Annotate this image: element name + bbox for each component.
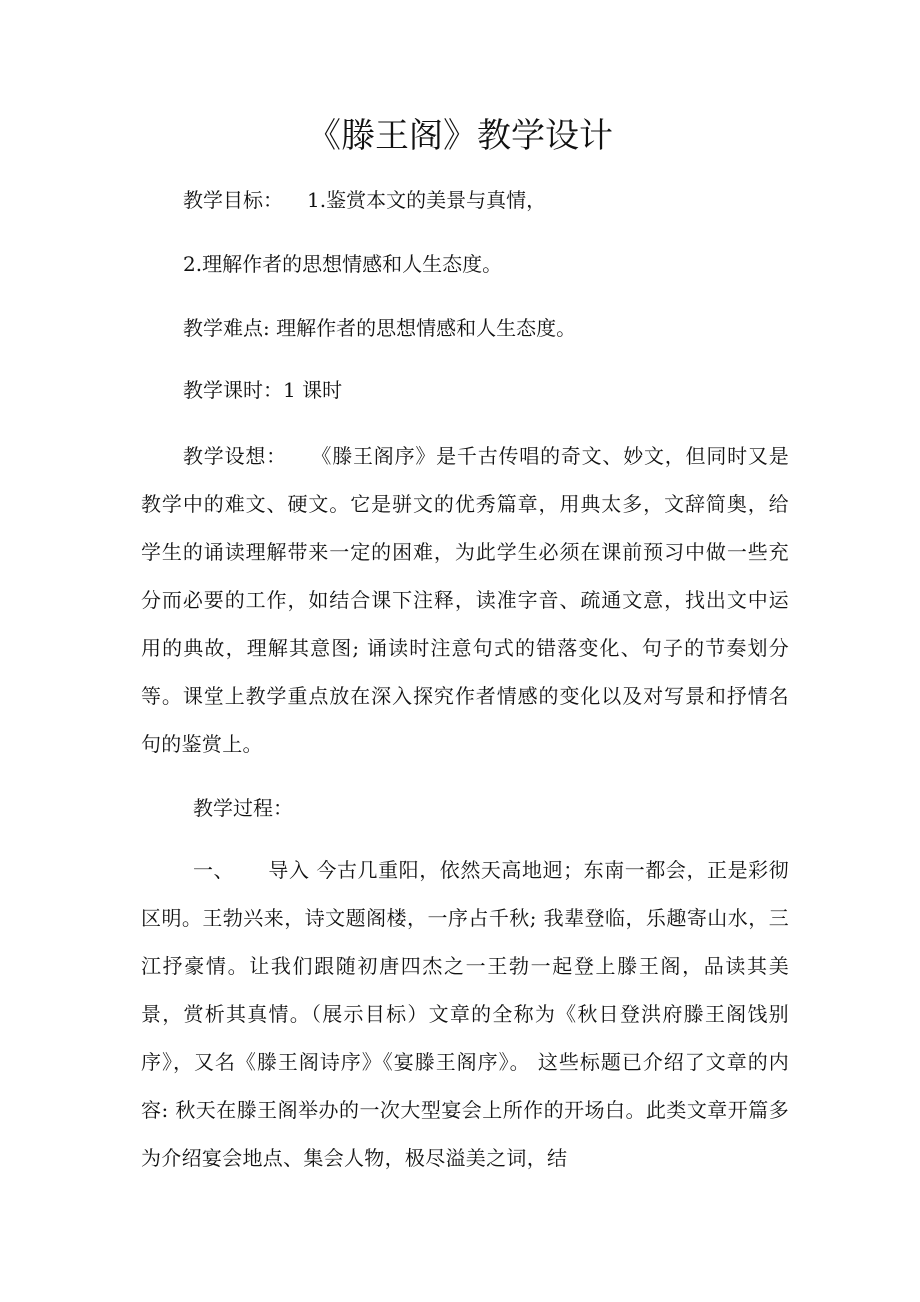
section-1-text: 今古几重阳，依然天高地迥；东南一都会，正是彩彻区明。王勃兴来，诗文题阁楼，一序占千秋; 我辈登临，乐趣寄山水，三江抒豪情。让我们跟随初唐四杰之一王勃一起登上滕王阁，品读其美景，赏析其真情。（展示目标）文章的全称为《秋日登洪府滕王阁饯别序》，又名《滕王阁诗序》《宴滕王阁序》。 这些标题已介绍了文章的内容: 秋天在滕王阁举办的一次大型宴会上所作的开场白。此类文章开篇多为介绍宴会地点、集会人物，极尽溢美之词，结 (141, 858, 789, 1170)
hours-line (183, 374, 342, 406)
objectives-label: 教学目标： (183, 188, 283, 212)
objective-1: 1.鉴赏本文的美景与真情， (307, 188, 547, 212)
process-label: 教学过程： (193, 796, 293, 820)
difficulty-text: 理解作者的思想情感和人生态度。 (276, 316, 577, 340)
objectives-line (183, 184, 546, 216)
difficulty-line (183, 312, 576, 344)
section-1-heading: 导入 (268, 858, 310, 882)
difficulty-label: 教学难点: (183, 316, 270, 340)
hours-label: 教学课时： (183, 378, 283, 402)
hours-text: 1 课时 (283, 378, 343, 402)
concept-label: 教学设想： (183, 444, 287, 468)
concept-text: 《滕王阁序》是千古传唱的奇文、妙文，但同时又是教学中的难文、硬文。它是骈文的优秀篇章，用典太多，文辞简奥，给学生的诵读理解带来一定的困难，为此学生必须在课前预习中做一些充分而必要的工作，如结合课下注释，读准字音、疏通文意，找出文中运用的典故，理解其意图; 诵读时注意句式的错落变化、句子的节奏划分等。课堂上教学重点放在深入探究作者情感的变化以及对写景和抒情名句的鉴赏上。 (141, 444, 790, 756)
section-1-number: 一、 (193, 858, 235, 882)
document-title: 《滕王阁》教学设计 (307, 116, 613, 156)
concept-paragraph (141, 432, 789, 768)
section-1-paragraph (141, 846, 789, 1182)
objective-2: 2.理解作者的思想情感和人生态度。 (183, 252, 503, 276)
